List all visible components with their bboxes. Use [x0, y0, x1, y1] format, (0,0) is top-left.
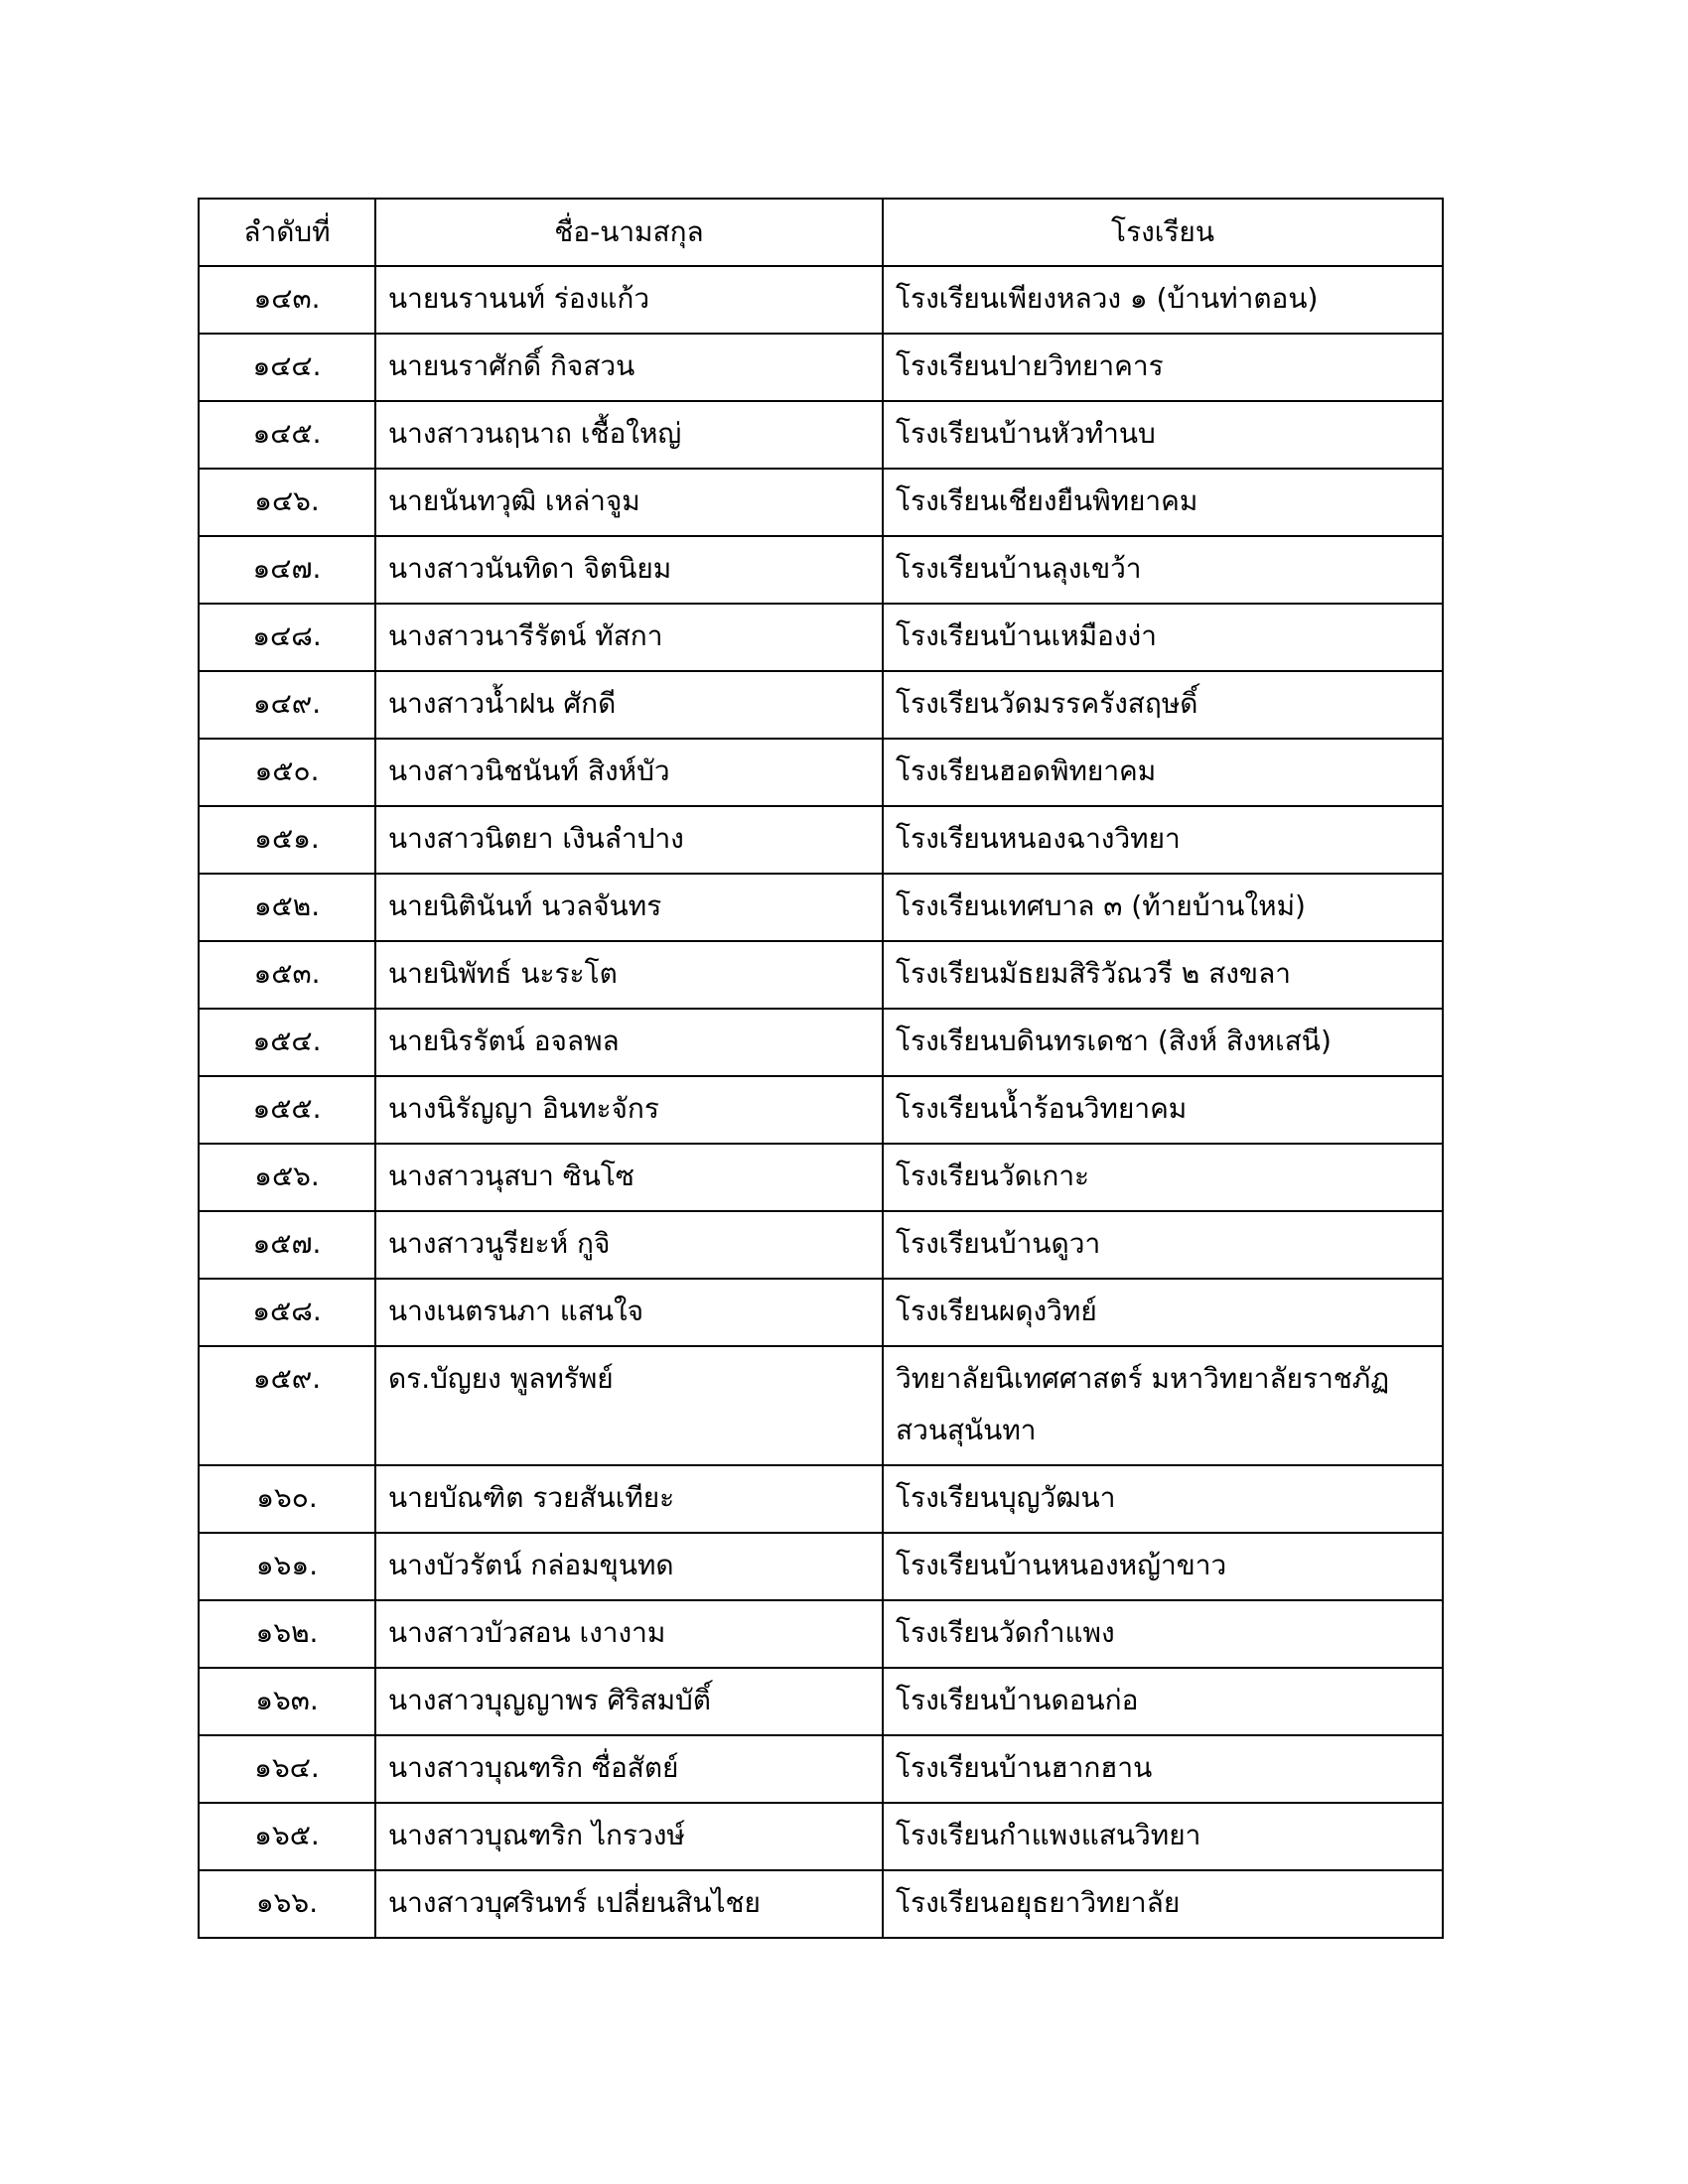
row-school: โรงเรียนบ้านดูวา — [883, 1211, 1443, 1279]
row-number: ๑๕๖. — [199, 1144, 375, 1211]
row-name: ดร.บัญยง พูลทรัพย์ — [375, 1346, 883, 1465]
row-name: นางสาวนุสบา ซินโซ — [375, 1144, 883, 1211]
table-row — [199, 1211, 1443, 1279]
table-row — [199, 941, 1443, 1009]
row-school: โรงเรียนวัดมรรครังสฤษดิ์ — [883, 671, 1443, 739]
row-school: โรงเรียนบ้านเหมืองง่า — [883, 604, 1443, 671]
row-school: โรงเรียนเทศบาล ๓ (ท้ายบ้านใหม่) — [883, 874, 1443, 941]
table-row — [199, 1279, 1443, 1346]
row-name: นางบัวรัตน์ กล่อมขุนทด — [375, 1533, 883, 1600]
table-row — [199, 739, 1443, 806]
header-number: ลำดับที่ — [199, 199, 375, 266]
row-school: โรงเรียนเพียงหลวง ๑ (บ้านท่าตอน) — [883, 266, 1443, 334]
row-name: นางสาวบุณฑริก ไกรวงษ์ — [375, 1803, 883, 1870]
table-row — [199, 536, 1443, 604]
table-row — [199, 1803, 1443, 1870]
row-school: โรงเรียนวัดเกาะ — [883, 1144, 1443, 1211]
row-number: ๑๔๘. — [199, 604, 375, 671]
row-name: นางสาวนันทิดา จิตนิยม — [375, 536, 883, 604]
header-name: ชื่อ-นามสกุล — [375, 199, 883, 266]
row-number: ๑๖๔. — [199, 1735, 375, 1803]
row-school: โรงเรียนบ้านดอนก่อ — [883, 1668, 1443, 1735]
row-name: นางนิรัญญา อินทะจักร — [375, 1076, 883, 1144]
row-name: นางสาวนูรียะห์ กูจิ — [375, 1211, 883, 1279]
row-school: โรงเรียนบดินทรเดชา (สิงห์ สิงหเสนี) — [883, 1009, 1443, 1076]
row-number: ๑๕๗. — [199, 1211, 375, 1279]
row-number: ๑๖๓. — [199, 1668, 375, 1735]
row-number: ๑๕๕. — [199, 1076, 375, 1144]
row-name: นายบัณฑิต รวยสันเทียะ — [375, 1465, 883, 1533]
table-row — [199, 604, 1443, 671]
row-number: ๑๕๑. — [199, 806, 375, 874]
table-row — [199, 1870, 1443, 1938]
row-school: โรงเรียนมัธยมสิริวัณวรี ๒ สงขลา — [883, 941, 1443, 1009]
row-school: โรงเรียนปายวิทยาคาร — [883, 334, 1443, 401]
header-school: โรงเรียน — [883, 199, 1443, 266]
row-school: โรงเรียนกำแพงแสนวิทยา — [883, 1803, 1443, 1870]
row-number: ๑๔๓. — [199, 266, 375, 334]
row-number: ๑๕๓. — [199, 941, 375, 1009]
row-school: โรงเรียนหนองฉางวิทยา — [883, 806, 1443, 874]
row-number: ๑๕๒. — [199, 874, 375, 941]
table-row — [199, 806, 1443, 874]
row-name: นางสาวบุศรินทร์ เปลี่ยนสินไชย — [375, 1870, 883, 1938]
row-name: นางเนตรนภา แสนใจ — [375, 1279, 883, 1346]
row-name: นางสาวนารีรัตน์ ทัสกา — [375, 604, 883, 671]
row-school: โรงเรียนบ้านหัวทำนบ — [883, 401, 1443, 469]
row-number: ๑๖๑. — [199, 1533, 375, 1600]
row-number: ๑๔๔. — [199, 334, 375, 401]
row-number: ๑๔๗. — [199, 536, 375, 604]
row-name: นางสาวน้ำฝน ศักดี — [375, 671, 883, 739]
table-row — [199, 401, 1443, 469]
row-school: โรงเรียนเชียงยืนพิทยาคม — [883, 469, 1443, 536]
row-name: นายนันทวุฒิ เหล่าจูม — [375, 469, 883, 536]
table-row — [199, 1465, 1443, 1533]
table-row — [199, 1009, 1443, 1076]
row-number: ๑๔๖. — [199, 469, 375, 536]
table-row — [199, 874, 1443, 941]
table-row — [199, 1533, 1443, 1600]
row-school: โรงเรียนฮอดพิทยาคม — [883, 739, 1443, 806]
table-row — [199, 1076, 1443, 1144]
row-name: นายนิรรัตน์ อจลพล — [375, 1009, 883, 1076]
table-body — [199, 266, 1443, 1938]
table-row — [199, 266, 1443, 334]
row-name: นายนิตินันท์ นวลจันทร — [375, 874, 883, 941]
row-number: ๑๕๙. — [199, 1346, 375, 1465]
table-row — [199, 1668, 1443, 1735]
row-number: ๑๖๒. — [199, 1600, 375, 1668]
row-number: ๑๔๙. — [199, 671, 375, 739]
row-school: โรงเรียนอยุธยาวิทยาลัย — [883, 1870, 1443, 1938]
row-number: ๑๕๔. — [199, 1009, 375, 1076]
row-name: นายนิพัทธ์ นะระโต — [375, 941, 883, 1009]
row-name: นางสาวนิตยา เงินลำปาง — [375, 806, 883, 874]
participant-table — [198, 198, 1444, 1939]
row-school: โรงเรียนบ้านฮากฮาน — [883, 1735, 1443, 1803]
row-school: โรงเรียนน้ำร้อนวิทยาคม — [883, 1076, 1443, 1144]
table-row — [199, 469, 1443, 536]
table-row — [199, 1600, 1443, 1668]
row-school: โรงเรียนบ้านลุงเขว้า — [883, 536, 1443, 604]
row-name: นางสาวนิชนันท์ สิงห์บัว — [375, 739, 883, 806]
row-school: โรงเรียนบุญวัฒนา — [883, 1465, 1443, 1533]
row-number: ๑๖๕. — [199, 1803, 375, 1870]
row-name: นายนรานนท์ ร่องแก้ว — [375, 266, 883, 334]
row-number: ๑๕๘. — [199, 1279, 375, 1346]
row-school: วิทยาลัยนิเทศศาสตร์ มหาวิทยาลัยราชภัฏสวนสุนันทา — [883, 1346, 1443, 1465]
row-name: นางสาวบุญญาพร ศิริสมบัติ์ — [375, 1668, 883, 1735]
table-row — [199, 1346, 1443, 1465]
row-number: ๑๖๖. — [199, 1870, 375, 1938]
row-name: นางสาวบัวสอน เงางาม — [375, 1600, 883, 1668]
table-row — [199, 671, 1443, 739]
row-name: นางสาวนฤนาถ เชื้อใหญ่ — [375, 401, 883, 469]
row-school: โรงเรียนบ้านหนองหญ้าขาว — [883, 1533, 1443, 1600]
row-name: นางสาวบุณฑริก ซื่อสัตย์ — [375, 1735, 883, 1803]
row-number: ๑๖๐. — [199, 1465, 375, 1533]
table-row — [199, 1735, 1443, 1803]
table-header-row — [199, 199, 1443, 266]
table-row — [199, 1144, 1443, 1211]
row-name: นายนราศักดิ์ กิจสวน — [375, 334, 883, 401]
row-school: โรงเรียนผดุงวิทย์ — [883, 1279, 1443, 1346]
row-school: โรงเรียนวัดกำแพง — [883, 1600, 1443, 1668]
row-number: ๑๔๕. — [199, 401, 375, 469]
row-number: ๑๕๐. — [199, 739, 375, 806]
table-row — [199, 334, 1443, 401]
